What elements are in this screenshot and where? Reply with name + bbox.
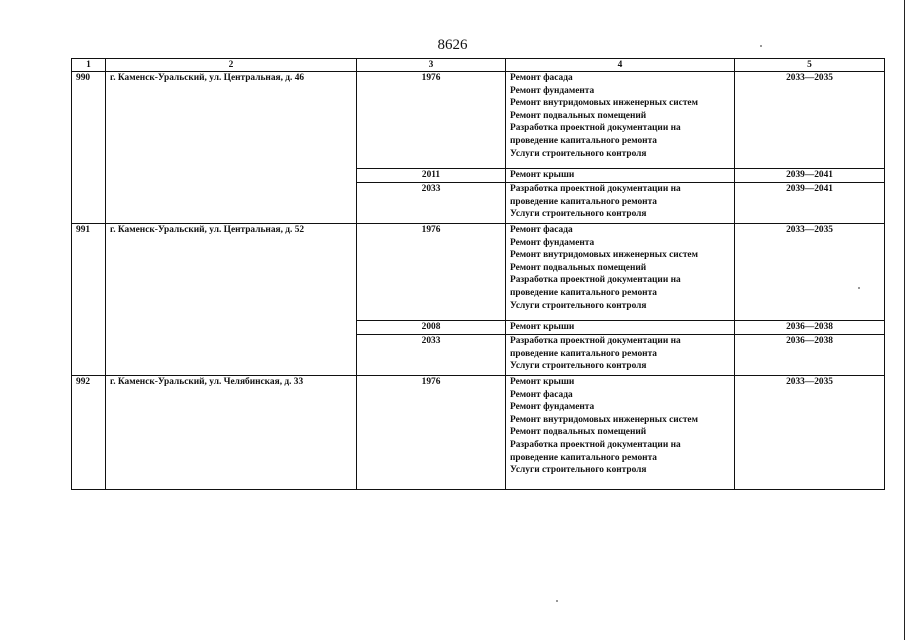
- table-row: [72, 224, 885, 321]
- construction-year: 1976: [357, 72, 506, 169]
- repair-works: Разработка проектной документации на проведение капитального ремонта Услуги строительного контроля: [506, 183, 735, 224]
- record-number: 990: [72, 72, 106, 224]
- record-number: 992: [72, 376, 106, 490]
- column-header: 1: [72, 59, 106, 72]
- construction-year: 1976: [357, 224, 506, 321]
- scan-speck: [858, 287, 860, 289]
- repair-works: Ремонт фасада Ремонт фундамента Ремонт внутридомовых инженерных систем Ремонт подвальных помещений Разработка проектной документации на проведение капитального ремонта Услуги строительного контроля: [506, 72, 735, 169]
- repair-schedule-table: [71, 58, 885, 490]
- construction-year: 2033: [357, 183, 506, 224]
- page-number: 8626: [437, 37, 468, 53]
- repair-period: 2039—2041: [735, 183, 885, 224]
- record-address: г. Каменск-Уральский, ул. Центральная, д. 46: [106, 72, 357, 224]
- scan-speck: [556, 600, 558, 602]
- table-row: [72, 376, 885, 490]
- column-header: 5: [735, 59, 885, 72]
- repair-period: 2033—2035: [735, 72, 885, 169]
- repair-period: 2033—2035: [735, 376, 885, 490]
- repair-works: Ремонт крыши: [506, 169, 735, 183]
- construction-year: 1976: [357, 376, 506, 490]
- record-address: г. Каменск-Уральский, ул. Челябинская, д. 33: [106, 376, 357, 490]
- repair-works: Ремонт крыши Ремонт фасада Ремонт фундамента Ремонт внутридомовых инженерных систем Ремонт подвальных помещений Разработка проектной документации на проведение капитального ремонта Услуги строительного контроля: [506, 376, 735, 490]
- column-header: 2: [106, 59, 357, 72]
- repair-period: 2036—2038: [735, 335, 885, 376]
- header-row: [72, 59, 885, 72]
- repair-period: 2033—2035: [735, 224, 885, 321]
- scan-speck: [760, 45, 762, 47]
- column-header: 3: [357, 59, 506, 72]
- repair-works: Ремонт фасада Ремонт фундамента Ремонт внутридомовых инженерных систем Ремонт подвальных помещений Разработка проектной документации на проведение капитального ремонта Услуги строительного контроля: [506, 224, 735, 321]
- repair-period: 2039—2041: [735, 169, 885, 183]
- column-header: 4: [506, 59, 735, 72]
- repair-works: Разработка проектной документации на проведение капитального ремонта Услуги строительного контроля: [506, 335, 735, 376]
- table-row: [72, 72, 885, 169]
- construction-year: 2011: [357, 169, 506, 183]
- repair-period: 2036—2038: [735, 321, 885, 335]
- repair-works: Ремонт крыши: [506, 321, 735, 335]
- construction-year: 2033: [357, 335, 506, 376]
- record-address: г. Каменск-Уральский, ул. Центральная, д. 52: [106, 224, 357, 376]
- construction-year: 2008: [357, 321, 506, 335]
- record-number: 991: [72, 224, 106, 376]
